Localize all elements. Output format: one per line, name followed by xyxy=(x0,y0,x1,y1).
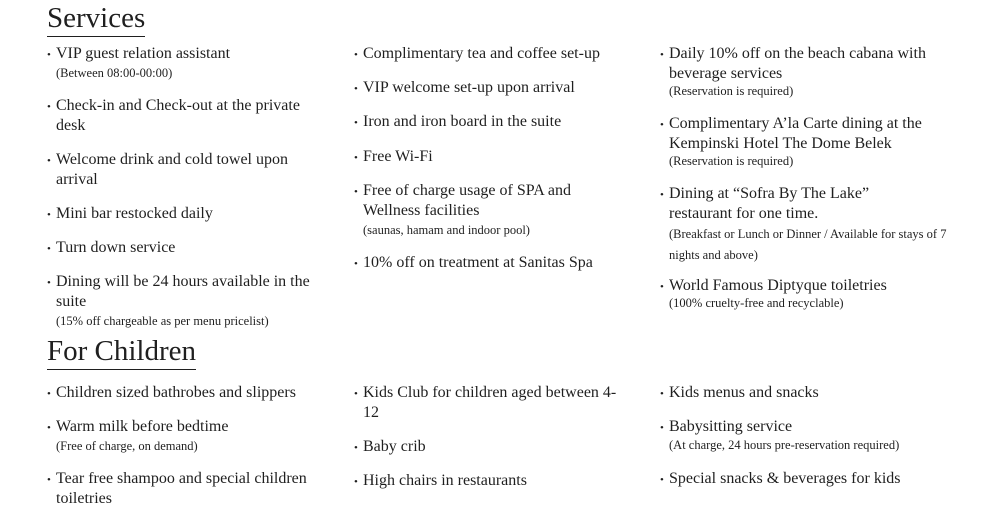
list-item xyxy=(354,437,624,457)
list-item xyxy=(47,469,332,509)
bullet-icon: • xyxy=(354,49,358,61)
bullet-icon: • xyxy=(47,422,51,434)
item-text: Free of charge usage of SPA and Wellness facilities xyxy=(363,182,571,219)
item-text: Welcome drink and cold towel upon arrival xyxy=(56,151,288,188)
list-item xyxy=(47,238,337,258)
bullet-icon: • xyxy=(660,422,664,434)
item-text: Dining will be 24 hours available in the suite xyxy=(56,273,310,310)
item-text: Tear free shampoo and special children toiletries xyxy=(56,470,307,507)
item-text: Daily 10% off on the beach cabana with beverage services xyxy=(669,45,926,82)
bullet-icon: • xyxy=(354,442,358,454)
item-text: 10% off on treatment at Sanitas Spa xyxy=(363,254,593,271)
list-item xyxy=(660,383,960,403)
item-note: (Free of charge, on demand) xyxy=(56,439,198,453)
item-text: Free Wi-Fi xyxy=(363,148,433,165)
item-text: VIP guest relation assistant xyxy=(56,45,231,62)
item-note: (saunas, hamam and indoor pool) xyxy=(363,223,530,237)
list-item xyxy=(354,78,644,98)
bullet-icon: • xyxy=(47,155,51,167)
list-item xyxy=(354,383,624,423)
list-item xyxy=(47,96,332,136)
list-item xyxy=(47,204,337,224)
bullet-icon: • xyxy=(354,83,358,95)
item-note: (Breakfast or Lunch or Dinner / Available for stays of 7 nights and above) xyxy=(669,227,947,262)
bullet-icon: • xyxy=(354,117,358,129)
bullet-icon: • xyxy=(660,474,664,486)
item-note: (15% off chargeable as per menu pricelist) xyxy=(56,314,269,328)
item-text: Mini bar restocked daily xyxy=(56,205,213,222)
list-item xyxy=(354,253,644,273)
bullet-icon: • xyxy=(47,474,51,486)
bullet-icon: • xyxy=(47,277,51,289)
item-text: Iron and iron board in the suite xyxy=(363,113,562,130)
item-text: VIP welcome set-up upon arrival xyxy=(363,79,575,96)
list-item xyxy=(660,114,960,170)
item-text: World Famous Diptyque toiletries xyxy=(669,277,887,294)
item-text: Babysitting service xyxy=(669,418,793,435)
item-text: Warm milk before bedtime xyxy=(56,418,229,435)
list-item xyxy=(354,147,644,167)
list-item xyxy=(660,184,947,266)
bullet-icon: • xyxy=(47,243,51,255)
item-text: Complimentary A’la Carte dining at the Kempinski Hotel The Dome Belek xyxy=(669,115,922,152)
item-text: Kids menus and snacks xyxy=(669,384,819,401)
bullet-icon: • xyxy=(354,186,358,198)
bullet-icon: • xyxy=(354,152,358,164)
list-item xyxy=(660,44,960,100)
list-item xyxy=(47,150,307,190)
bullet-icon: • xyxy=(47,101,51,113)
item-text: Complimentary tea and coffee set-up xyxy=(363,45,600,62)
list-item xyxy=(47,272,332,330)
children-heading: For Children xyxy=(47,335,196,370)
bullet-icon: • xyxy=(47,388,51,400)
bullet-icon: • xyxy=(660,119,664,131)
list-item xyxy=(354,181,609,239)
list-item xyxy=(47,44,230,82)
list-item xyxy=(660,469,960,489)
list-item xyxy=(47,417,337,455)
bullet-icon: • xyxy=(354,476,358,488)
bullet-icon: • xyxy=(47,49,51,61)
item-text: Baby crib xyxy=(363,438,426,455)
item-text: Check-in and Check-out at the private desk xyxy=(56,97,300,134)
item-text: Special snacks & beverages for kids xyxy=(669,470,901,487)
bullet-icon: • xyxy=(47,209,51,221)
item-note: (Between 08:00-00:00) xyxy=(56,66,173,80)
list-item xyxy=(354,471,624,491)
bullet-icon: • xyxy=(660,189,664,201)
item-text: Dining at “Sofra By The Lake” restaurant for one time. xyxy=(669,185,870,222)
list-item xyxy=(354,112,644,132)
item-text: Kids Club for children aged between 4-12 xyxy=(363,384,617,421)
item-note: (Reservation is required) xyxy=(669,84,794,98)
item-text: Children sized bathrobes and slippers xyxy=(56,384,296,401)
bullet-icon: • xyxy=(660,281,664,293)
item-text: Turn down service xyxy=(56,239,176,256)
bullet-icon: • xyxy=(660,388,664,400)
bullet-icon: • xyxy=(354,388,358,400)
list-item xyxy=(354,44,644,64)
list-item xyxy=(47,383,337,403)
services-heading: Services xyxy=(47,2,145,37)
list-item xyxy=(660,417,960,454)
item-text: High chairs in restaurants xyxy=(363,472,527,489)
bullet-icon: • xyxy=(660,49,664,61)
bullet-icon: • xyxy=(354,258,358,270)
list-item xyxy=(660,276,960,312)
item-note: (Reservation is required) xyxy=(669,154,794,168)
item-note: (100% cruelty-free and recyclable) xyxy=(669,296,844,310)
item-note: (At charge, 24 hours pre-reservation required) xyxy=(669,438,900,452)
